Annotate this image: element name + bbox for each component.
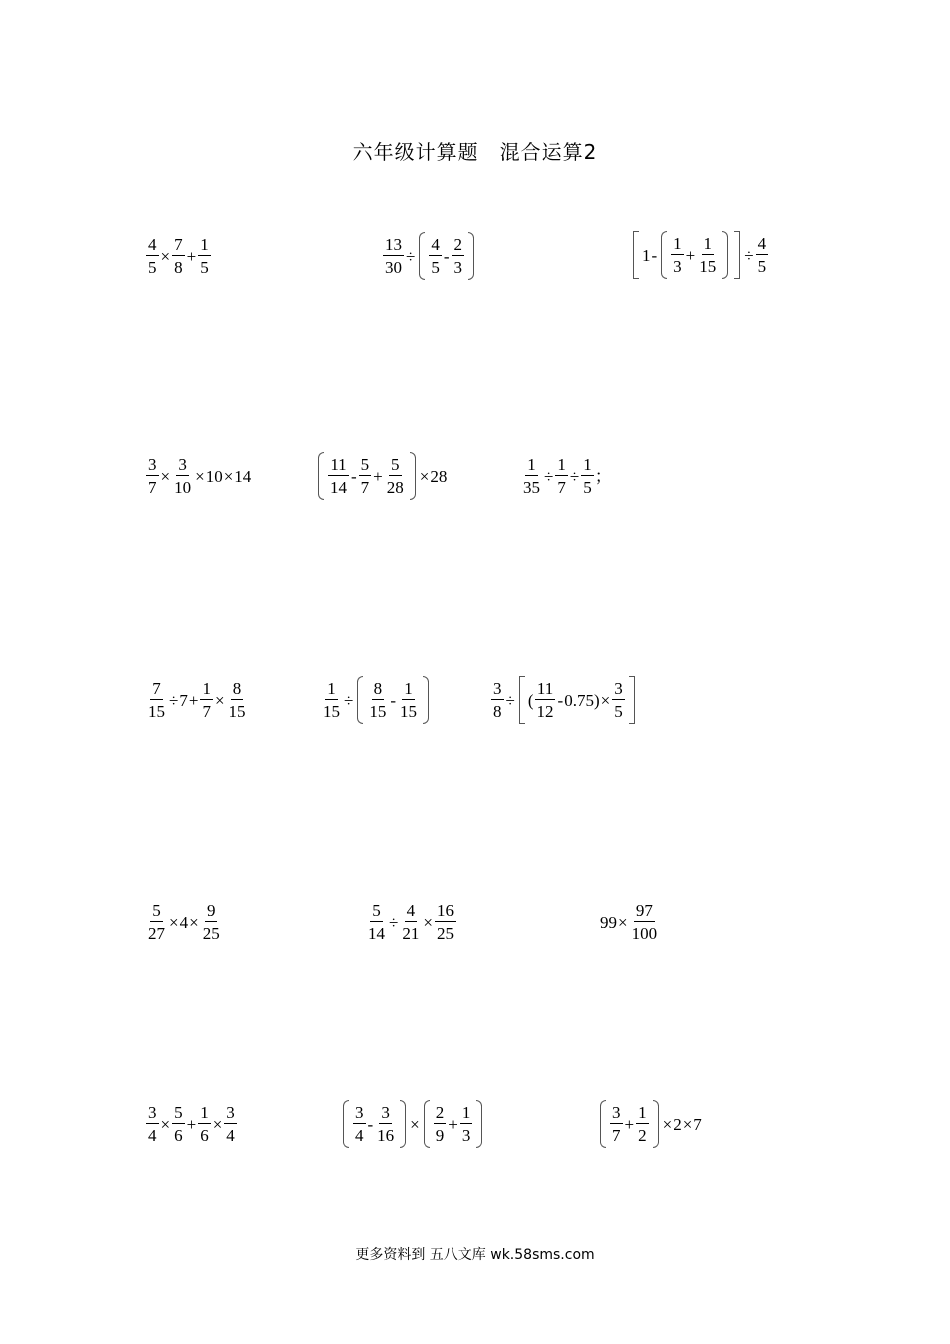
fraction	[756, 235, 769, 275]
fraction-denominator: 30	[385, 258, 402, 277]
operator: ×	[223, 466, 234, 486]
math-term: 7	[179, 690, 188, 710]
math-term: 28	[430, 466, 448, 486]
fraction	[375, 1104, 396, 1144]
math-term: 1	[642, 245, 651, 265]
fraction-denominator: 16	[377, 1126, 395, 1145]
bracket	[519, 676, 525, 724]
operator: +	[188, 690, 199, 710]
operator: ×	[160, 246, 171, 266]
fraction	[435, 902, 456, 942]
fraction	[353, 1104, 366, 1144]
operator: ×	[662, 1114, 673, 1134]
fraction	[367, 680, 388, 720]
fraction-numerator: 7	[152, 679, 161, 698]
fraction	[460, 1104, 473, 1144]
bracket	[476, 1100, 482, 1148]
fraction-numerator: 1	[461, 1103, 471, 1122]
fraction-numerator: 3	[614, 679, 623, 698]
problem-r5c2	[340, 1100, 485, 1148]
bracket	[343, 1100, 349, 1148]
fraction-denominator: 5	[148, 258, 157, 277]
fraction	[555, 456, 568, 496]
fraction	[172, 1104, 185, 1144]
fraction-denominator: 15	[699, 257, 717, 276]
fraction-denominator: 2	[638, 1126, 647, 1145]
operator: -	[390, 690, 397, 710]
bracket	[423, 676, 429, 724]
operator: +	[685, 245, 696, 265]
math-term: 10	[205, 466, 223, 486]
fraction	[429, 236, 442, 276]
fraction	[521, 456, 542, 496]
operator: ×	[423, 912, 433, 932]
operator: ×	[169, 912, 179, 932]
math-term: 4	[179, 912, 189, 932]
fraction-numerator: 9	[206, 901, 216, 920]
operator: -	[651, 245, 658, 265]
fraction-denominator: 5	[614, 702, 623, 721]
fraction-denominator: 14	[368, 924, 385, 943]
fraction-numerator: 1	[557, 455, 566, 474]
problem-r1c1	[145, 236, 212, 276]
fraction-denominator: 14	[330, 478, 347, 497]
operator: ÷	[389, 912, 399, 932]
problem-r1c2	[382, 232, 477, 280]
bracket	[318, 452, 324, 500]
fraction-denominator: 7	[557, 478, 566, 497]
operator: ÷	[505, 690, 515, 710]
fraction-numerator: 5	[174, 1103, 183, 1122]
fraction-numerator: 5	[372, 901, 381, 920]
fraction	[434, 1104, 447, 1144]
fraction-denominator: 5	[200, 258, 209, 277]
fraction-numerator: 4	[148, 235, 157, 254]
page-title: 六年级计算题 混合运算2	[352, 140, 598, 164]
bracket	[629, 676, 635, 724]
operator: ×	[682, 1114, 693, 1134]
fraction	[385, 456, 406, 496]
fraction-denominator: 8	[174, 258, 183, 277]
fraction-numerator: 8	[232, 679, 242, 698]
fraction-denominator: 4	[148, 1126, 157, 1145]
fraction-denominator: 15	[369, 702, 387, 721]
fraction-numerator: 4	[431, 235, 440, 254]
fraction-denominator: 21	[402, 924, 420, 943]
bracket	[722, 231, 728, 279]
fraction-denominator: 8	[493, 702, 502, 721]
fraction	[491, 680, 504, 720]
problem-r2c1	[145, 456, 251, 496]
fraction-numerator: 3	[493, 679, 502, 698]
fraction-denominator: 7	[202, 702, 211, 721]
operator: +	[624, 1114, 635, 1134]
operator: ÷	[169, 690, 179, 710]
math-term: )	[593, 690, 600, 710]
operator: ÷	[344, 690, 354, 710]
fraction-denominator: 5	[583, 478, 592, 497]
fraction	[383, 236, 404, 276]
fraction-numerator: 5	[152, 901, 161, 920]
fraction	[227, 680, 248, 720]
fraction-numerator: 7	[174, 235, 183, 254]
problem-r5c3	[597, 1100, 702, 1148]
fraction-numerator: 1	[583, 455, 592, 474]
fraction-denominator: 6	[174, 1126, 183, 1145]
fraction-numerator: 1	[404, 679, 413, 698]
fraction	[172, 236, 185, 276]
fraction-denominator: 25	[436, 924, 454, 943]
operator: +	[448, 1114, 458, 1134]
operator: ×	[618, 912, 628, 932]
problem-r4c2	[365, 902, 457, 942]
bracket	[410, 452, 416, 500]
fraction-numerator: 3	[612, 1103, 621, 1122]
fraction-denominator: 100	[631, 924, 658, 943]
fraction-numerator: 8	[373, 679, 383, 698]
fraction-numerator: 4	[406, 901, 416, 920]
fraction	[535, 680, 556, 720]
operator: -	[557, 690, 564, 710]
fraction	[146, 680, 167, 720]
fraction	[671, 235, 684, 275]
operator: ×	[214, 690, 225, 710]
fraction-denominator: 25	[202, 924, 220, 943]
fraction	[359, 456, 372, 496]
fraction-numerator: 3	[226, 1103, 235, 1122]
fraction-numerator: 3	[148, 1103, 157, 1122]
fraction-denominator: 3	[461, 1126, 471, 1145]
fraction-denominator: 3	[673, 257, 682, 276]
operator: +	[373, 466, 383, 486]
fraction-numerator: 3	[178, 455, 187, 474]
fraction	[146, 902, 167, 942]
fraction-denominator: 7	[360, 478, 370, 497]
problem-r2c3	[520, 456, 612, 496]
fraction	[697, 235, 718, 275]
fraction-denominator: 27	[148, 924, 165, 943]
problem-r3c3	[490, 676, 638, 724]
bracket	[419, 232, 425, 280]
fraction-numerator: 1	[200, 235, 209, 254]
problem-r3c2	[320, 676, 432, 724]
fraction-denominator: 15	[400, 702, 418, 721]
operator: ÷	[544, 466, 554, 486]
bracket	[357, 676, 363, 724]
fraction	[398, 680, 419, 720]
fraction	[172, 456, 193, 496]
operator: ×	[189, 912, 199, 932]
fraction	[201, 902, 222, 942]
operator: -	[351, 466, 357, 486]
operator: ÷	[744, 245, 754, 265]
fraction-numerator: 2	[453, 235, 463, 254]
operator: ÷	[406, 246, 416, 266]
fraction-numerator: 11	[536, 679, 554, 698]
problem-r2c2	[315, 452, 447, 500]
fraction	[321, 680, 342, 720]
fraction-denominator: 15	[323, 702, 340, 721]
operator: ×	[160, 466, 171, 486]
fraction	[400, 902, 421, 942]
fraction	[224, 1104, 237, 1144]
fraction-numerator: 3	[148, 455, 157, 474]
math-term: 2	[673, 1114, 682, 1134]
fraction-numerator: 1	[673, 234, 682, 253]
bracket	[653, 1100, 659, 1148]
fraction	[328, 456, 349, 496]
fraction	[198, 1104, 211, 1144]
fraction-numerator: 13	[385, 235, 402, 254]
fraction-denominator: 5	[757, 257, 767, 276]
fraction-denominator: 10	[174, 478, 192, 497]
fraction-numerator: 1	[327, 679, 336, 698]
fraction-denominator: 7	[612, 1126, 621, 1145]
fraction	[366, 902, 387, 942]
fraction	[146, 456, 159, 496]
fraction-numerator: 5	[360, 455, 370, 474]
fraction	[452, 236, 465, 276]
math-term: 0.75	[564, 690, 594, 710]
fraction-denominator: 28	[386, 478, 404, 497]
problem-r3c1	[145, 680, 249, 720]
bracket	[633, 231, 639, 279]
fraction-numerator: 1	[200, 1103, 209, 1122]
fraction-numerator: 2	[435, 1103, 445, 1122]
bracket	[400, 1100, 406, 1148]
fraction-denominator: 15	[228, 702, 246, 721]
fraction-numerator: 1	[527, 455, 536, 474]
fraction-denominator: 35	[523, 478, 540, 497]
operator: ÷	[569, 466, 580, 486]
fraction-denominator: 15	[148, 702, 165, 721]
fraction-numerator: 3	[381, 1103, 390, 1122]
fraction	[198, 236, 211, 276]
math-term: 14	[234, 466, 252, 486]
bracket	[600, 1100, 606, 1148]
fraction-denominator: 4	[355, 1126, 364, 1145]
problem-r5c1	[145, 1104, 238, 1144]
fraction-denominator: 5	[431, 258, 440, 277]
math-term: ；	[594, 466, 612, 486]
fraction-numerator: 97	[635, 901, 653, 920]
bracket	[468, 232, 474, 280]
fraction-denominator: 3	[453, 258, 463, 277]
fraction-numerator: 3	[355, 1103, 364, 1122]
bracket	[734, 231, 740, 279]
fraction	[610, 1104, 623, 1144]
fraction-numerator: 5	[391, 455, 400, 474]
fraction	[146, 236, 159, 276]
fraction-denominator: 4	[226, 1126, 235, 1145]
footer-text: 更多资料到 五八文库 wk.58sms.com	[355, 1247, 595, 1263]
math-term: 99	[600, 912, 617, 932]
operator: ×	[160, 1114, 171, 1134]
fraction	[200, 680, 213, 720]
fraction-numerator: 4	[757, 234, 767, 253]
bracket	[661, 231, 667, 279]
fraction-denominator: 12	[536, 702, 554, 721]
operator: +	[186, 246, 197, 266]
fraction	[146, 1104, 159, 1144]
bracket	[424, 1100, 430, 1148]
operator: ×	[419, 466, 430, 486]
fraction-numerator: 1	[703, 234, 713, 253]
fraction-numerator: 11	[330, 455, 347, 474]
operator: -	[443, 246, 450, 266]
fraction	[581, 456, 594, 496]
fraction	[636, 1104, 649, 1144]
operator: +	[186, 1114, 197, 1134]
fraction-denominator: 7	[148, 478, 157, 497]
operator: ×	[195, 466, 205, 486]
operator: -	[367, 1114, 374, 1134]
fraction	[630, 902, 660, 942]
fraction-denominator: 9	[435, 1126, 445, 1145]
operator: ×	[600, 690, 611, 710]
fraction-numerator: 1	[202, 679, 211, 698]
math-term: (	[527, 690, 534, 710]
fraction-denominator: 6	[200, 1126, 209, 1145]
fraction-numerator: 1	[638, 1103, 647, 1122]
problem-r4c3	[600, 902, 660, 942]
fraction	[612, 680, 625, 720]
operator: ×	[410, 1114, 420, 1134]
problem-r1c3	[630, 231, 769, 279]
problem-r4c1	[145, 902, 223, 942]
fraction-numerator: 16	[436, 901, 454, 920]
operator: ×	[212, 1114, 223, 1134]
math-term: 7	[693, 1114, 702, 1134]
